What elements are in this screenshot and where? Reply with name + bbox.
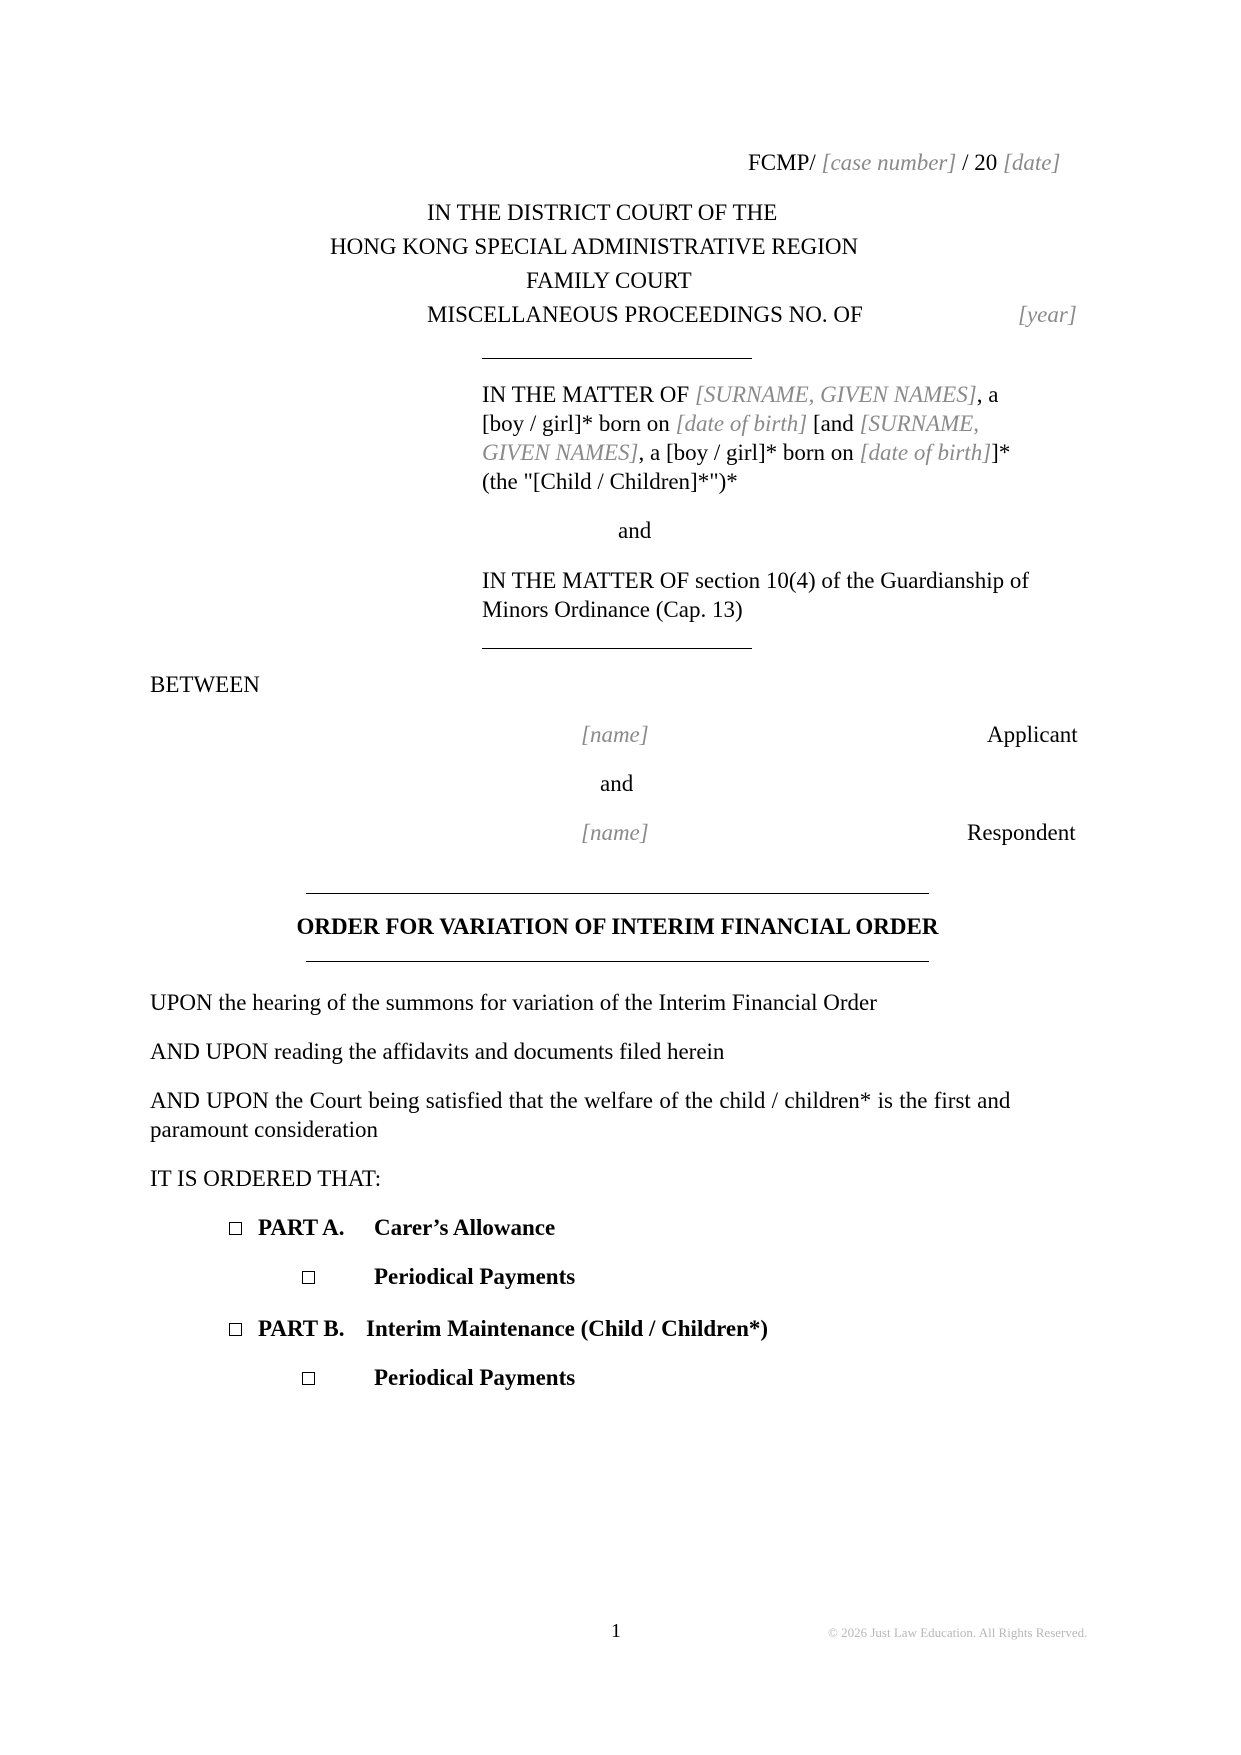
part-a-checkbox[interactable] — [229, 1222, 242, 1235]
child-name-placeholder: [SURNAME, GIVEN NAMES] — [694, 382, 977, 407]
applicant-role: Applicant — [987, 722, 1078, 747]
part-a-label: PART A. — [258, 1215, 345, 1240]
respondent-name-placeholder: [name] — [581, 820, 649, 845]
court-heading-line3: FAMILY COURT — [526, 268, 692, 293]
recital-welfare-line1: AND UPON the Court being satisfied that the welfare of the child / children* is the first and — [150, 1088, 1011, 1113]
case-ref-separator: / 20 — [962, 150, 998, 175]
matter-divider — [482, 648, 752, 649]
matter-text: [and — [807, 411, 860, 436]
recital-hearing: UPON the hearing of the summons for variation of the Interim Financial Order — [150, 990, 877, 1015]
case-number-placeholder: [case number] — [821, 150, 957, 175]
heading-divider — [482, 358, 752, 359]
part-b-periodical-checkbox[interactable] — [302, 1372, 315, 1385]
part-b-checkbox[interactable] — [229, 1323, 242, 1336]
matter-text: (the "[Child / Children]*")* — [482, 469, 738, 494]
it-is-ordered: IT IS ORDERED THAT: — [150, 1166, 382, 1191]
child-name-placeholder: [SURNAME, — [859, 411, 980, 436]
copyright-notice: © 2026 Just Law Education. All Rights Reserved. — [828, 1625, 1088, 1640]
matter-text: IN THE MATTER OF — [482, 382, 695, 407]
proceedings-year-placeholder: [year] — [1018, 302, 1077, 327]
case-reference — [748, 148, 1060, 177]
order-title: ORDER FOR VARIATION OF INTERIM FINANCIAL ORDER — [296, 914, 939, 939]
matter-text: [boy / girl]* born on — [482, 411, 676, 436]
ordinance-matter-line2: Minors Ordinance (Cap. 13) — [482, 597, 743, 622]
matter-text: , a [boy / girl]* born on — [638, 440, 860, 465]
title-bottom-rule — [306, 961, 929, 962]
applicant-name-placeholder: [name] — [581, 722, 649, 747]
dob-placeholder: [date of birth] — [859, 440, 992, 465]
dob-placeholder: [date of birth] — [675, 411, 808, 436]
matter-text: ]* — [991, 440, 1011, 465]
matter-text: , a — [976, 382, 999, 407]
between-label: BETWEEN — [150, 672, 260, 697]
case-date-placeholder: [date] — [1002, 150, 1061, 175]
part-a-title: Carer’s Allowance — [374, 1215, 556, 1240]
respondent-role: Respondent — [967, 820, 1076, 845]
court-heading-line2: HONG KONG SPECIAL ADMINISTRATIVE REGION — [330, 234, 859, 259]
court-heading-line1: IN THE DISTRICT COURT OF THE — [427, 200, 778, 225]
title-top-rule — [306, 893, 929, 894]
recital-welfare-line2: paramount consideration — [150, 1117, 379, 1142]
case-ref-prefix: FCMP/ — [748, 150, 816, 175]
parties-and: and — [600, 771, 634, 796]
court-heading-line4: MISCELLANEOUS PROCEEDINGS NO. OF — [427, 302, 863, 327]
page-number: 1 — [611, 1620, 621, 1642]
ordinance-matter-line1: IN THE MATTER OF section 10(4) of the Guardianship of — [482, 568, 1030, 593]
part-b-label: PART B. — [258, 1316, 345, 1341]
part-a-periodical-checkbox[interactable] — [302, 1271, 315, 1284]
and-connector: and — [618, 518, 652, 543]
part-a-periodical-title: Periodical Payments — [374, 1264, 576, 1289]
part-b-title: Interim Maintenance (Child / Children*) — [366, 1316, 769, 1341]
recital-reading: AND UPON reading the affidavits and documents filed herein — [150, 1039, 725, 1064]
child-name-placeholder: GIVEN NAMES] — [482, 440, 639, 465]
part-b-periodical-title: Periodical Payments — [374, 1365, 576, 1390]
matter-of-child — [482, 380, 1082, 496]
